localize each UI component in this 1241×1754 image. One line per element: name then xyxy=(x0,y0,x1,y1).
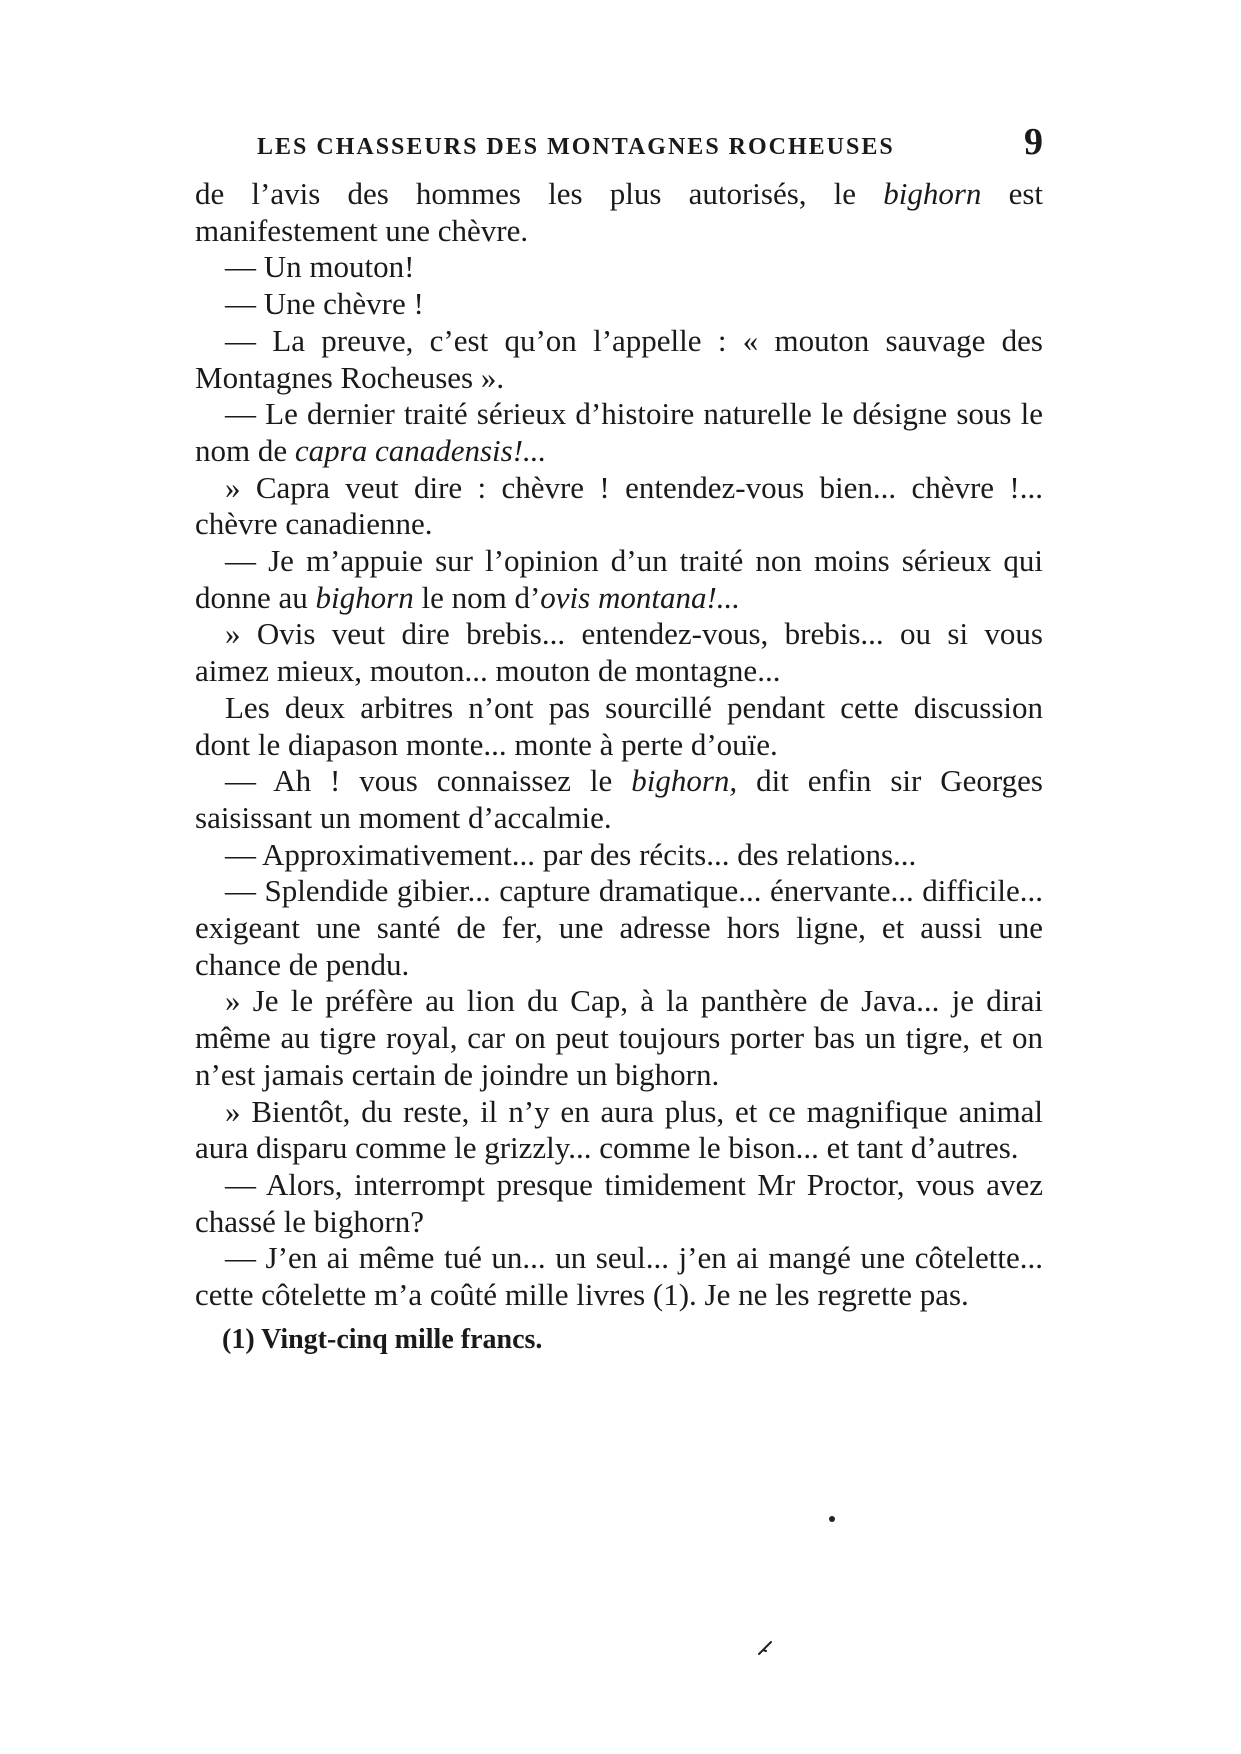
text-run: Les deux arbitres n’ont pas sourcillé pendant cette discussion dont le diapason monte... monte à perte d’ouïe. xyxy=(195,689,1043,762)
text-run: dit enfin sir Georges saisissant un moment d’accalmie. xyxy=(195,763,1044,835)
text-run: — Splendide gibier... capture dramatique... énervante... difficile... exigeant une santé de fer, une adresse hors ligne, et aussi une chance de pendu. xyxy=(195,873,1043,982)
paragraph xyxy=(195,873,1043,983)
text-run: de l’avis des hommes les plus autorisés, le xyxy=(195,176,884,211)
paragraph xyxy=(195,690,1043,763)
paragraph xyxy=(195,983,1043,1093)
text-run: — La preuve, c’est qu’on l’appelle : « mouton sauvage des Montagnes Rocheuses ». xyxy=(195,322,1043,395)
text-run: le nom d’ xyxy=(413,579,541,615)
italic-run: ovis montana!... xyxy=(540,579,741,615)
text-run: — Je m’appuie sur l’opinion d’un traité non moins sérieux qui donne au xyxy=(195,543,1043,615)
paragraph xyxy=(195,470,1043,543)
footnote: (1) Vingt-cinq mille francs. xyxy=(222,1323,543,1355)
text-run: est manifestement une chèvre. xyxy=(195,176,1044,248)
text-run: — J’en ai même tué un... un seul... j’en ai mangé une côtelette... cette côtelette m’a coûté mille livres (1). Je ne les regrette pas. xyxy=(195,1240,1043,1313)
paragraph xyxy=(195,543,1043,616)
paragraph xyxy=(195,1167,1043,1240)
paragraph xyxy=(195,286,1043,323)
body-text xyxy=(195,176,1043,1314)
paragraph xyxy=(195,249,1043,286)
running-header xyxy=(195,120,1043,166)
italic-run: capra canadensis!... xyxy=(294,432,547,468)
page-number: 9 xyxy=(1024,121,1043,163)
text-run: — Un mouton! xyxy=(225,249,415,285)
text-run: — Ah ! vous connaissez le xyxy=(225,763,632,799)
text-run: » Je le préfère au lion du Cap, à la panthère de Java... je dirai même au tigre royal, car on peut toujours porter bas un tigre, et on n’est jamais certain de joindre un bighorn. xyxy=(195,983,1043,1092)
pen-mark-icon xyxy=(757,1640,773,1656)
paragraph xyxy=(195,323,1043,396)
text-run: » Bientôt, du reste, il n’y en aura plus, et ce magnifique animal aura disparu comme le grizzly... comme le bison... et tant d’autres. xyxy=(195,1093,1043,1166)
paragraph xyxy=(195,176,1043,249)
text-run: » Ovis veut dire brebis... entendez-vous, brebis... ou si vous aimez mieux, mouton... mouton de montagne... xyxy=(195,616,1043,689)
book-page xyxy=(195,120,1043,1358)
text-run: — Alors, interrompt presque timidement Mr Proctor, vous avez chassé le bighorn? xyxy=(195,1166,1043,1239)
italic-run: bighorn xyxy=(315,579,414,615)
paragraph xyxy=(195,1240,1043,1313)
paragraph xyxy=(195,616,1043,689)
paragraph xyxy=(195,396,1043,469)
italic-run: bighorn, xyxy=(631,763,738,799)
paragraph xyxy=(195,837,1043,874)
paragraph xyxy=(195,1094,1043,1167)
text-run: — Le dernier traité sérieux d’histoire naturelle le désigne sous le nom de xyxy=(195,396,1043,468)
text-run: — Une chèvre ! xyxy=(225,286,424,322)
ink-speck xyxy=(829,1516,835,1522)
paragraph xyxy=(195,763,1043,836)
text-run: — Approximativement... par des récits... des relations... xyxy=(225,836,917,872)
running-title: LES CHASSEURS DES MONTAGNES ROCHEUSES xyxy=(257,134,895,160)
text-run: » Capra veut dire : chèvre ! entendez-vous bien... chèvre !... chèvre canadienne. xyxy=(195,469,1043,542)
italic-run: bighorn xyxy=(883,176,982,211)
